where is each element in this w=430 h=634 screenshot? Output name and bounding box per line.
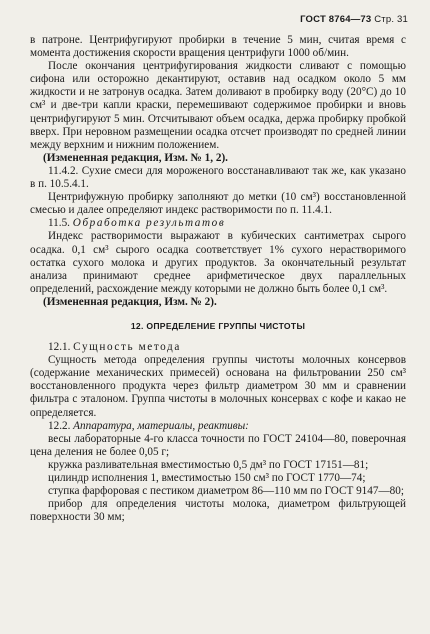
section-number: 12.2. [48, 419, 71, 432]
list-item: весы лабораторные 4-го класса точности по ГОСТ 24104—80, поверочная цена деления не более 0,05 г; [30, 432, 406, 458]
paragraph: 11.4.2. Сухие смеси для мороженого восстанавливают так же, как указано в п. 10.5.4.1. [30, 164, 406, 191]
list-item: ступка фарфоровая с пестиком диаметром 86—110 мм по ГОСТ 9147—80; [48, 485, 404, 498]
document-body [30, 34, 406, 524]
amendment-note: (Измененная редакция, Изм. № 1, 2). [43, 151, 228, 164]
gost-number: ГОСТ 8764—73 [300, 14, 372, 25]
page-number: Стр. 31 [374, 14, 408, 25]
amendment-note: (Измененная редакция, Изм. № 2). [43, 295, 217, 308]
section-heading-12-2 [30, 420, 406, 433]
paragraph: Сущность метода определения группы чистоты молочных консервов (содержание механических примесей) основана на фильтровании 250 см³ восстановленного продукта через фильтр диаметром 30 мм и сравнении фильтра с эталоном. Группа чистоты в молочных консервах с кофе и какао не определяется. [30, 354, 406, 419]
section-number: 12.1. [48, 341, 71, 354]
page-header [300, 14, 408, 25]
list-item: прибор для определения чистоты молока, диаметром фильтрующей поверхности 30 мм; [30, 498, 406, 524]
chapter-heading: 12. ОПРЕДЕЛЕНИЕ ГРУППЫ ЧИСТОТЫ [130, 320, 306, 331]
paragraph: в патроне. Центрифугируют пробирки в течение 5 мин, считая время с момента достижения скорости вращения центрифуги 1000 об/мин. [30, 34, 406, 60]
section-heading-11-5 [30, 217, 406, 230]
paragraph: Индекс растворимости выражают в кубических сантиметрах сырого осадка. 0,1 см³ сырого осадка соответствует 1% сухого нерастворимого остатка сухого молока и других продуктов. За окончательный результат анализа принимают среднее арифметическое двух параллельных определений, расхождение между которыми не должно быть более 0,1 см³. [30, 230, 406, 295]
list-item: кружка разливательная вместимостью 0,5 дм³ по ГОСТ 17151—81; [48, 458, 369, 471]
section-title: Аппаратура, материалы, реактивы: [73, 419, 249, 432]
paragraph: После окончания центрифугирования жидкости сливают с помощью сифона или осторожно декантируют, оставив над осадком около 5 мм жидкости и не затронув осадка. Затем доливают в пробирку воду (20°С) до 10 см³ и две-три капли краски, перемешивают содержимое пробирки и вновь центрифугируют 5 мин. Отсчитывают объем осадка, держа пробирку пробкой вверх. При неровном размещении осадка отсчет производят по средней линии между верхним и нижним положением. [30, 60, 406, 151]
section-title: Обработка результатов [72, 217, 226, 230]
list-item: цилиндр исполнения 1, вместимостью 150 см³ по ГОСТ 1770—74; [48, 472, 366, 484]
section-title: Сущность метода [73, 341, 181, 354]
section-heading-12-1 [30, 341, 406, 354]
paragraph: Центрифужную пробирку заполняют до метки (10 см³) восстановленной смесью и далее определяют индекс растворимости по п. 11.4.1. [30, 191, 406, 217]
section-number: 11.5. [48, 217, 70, 230]
